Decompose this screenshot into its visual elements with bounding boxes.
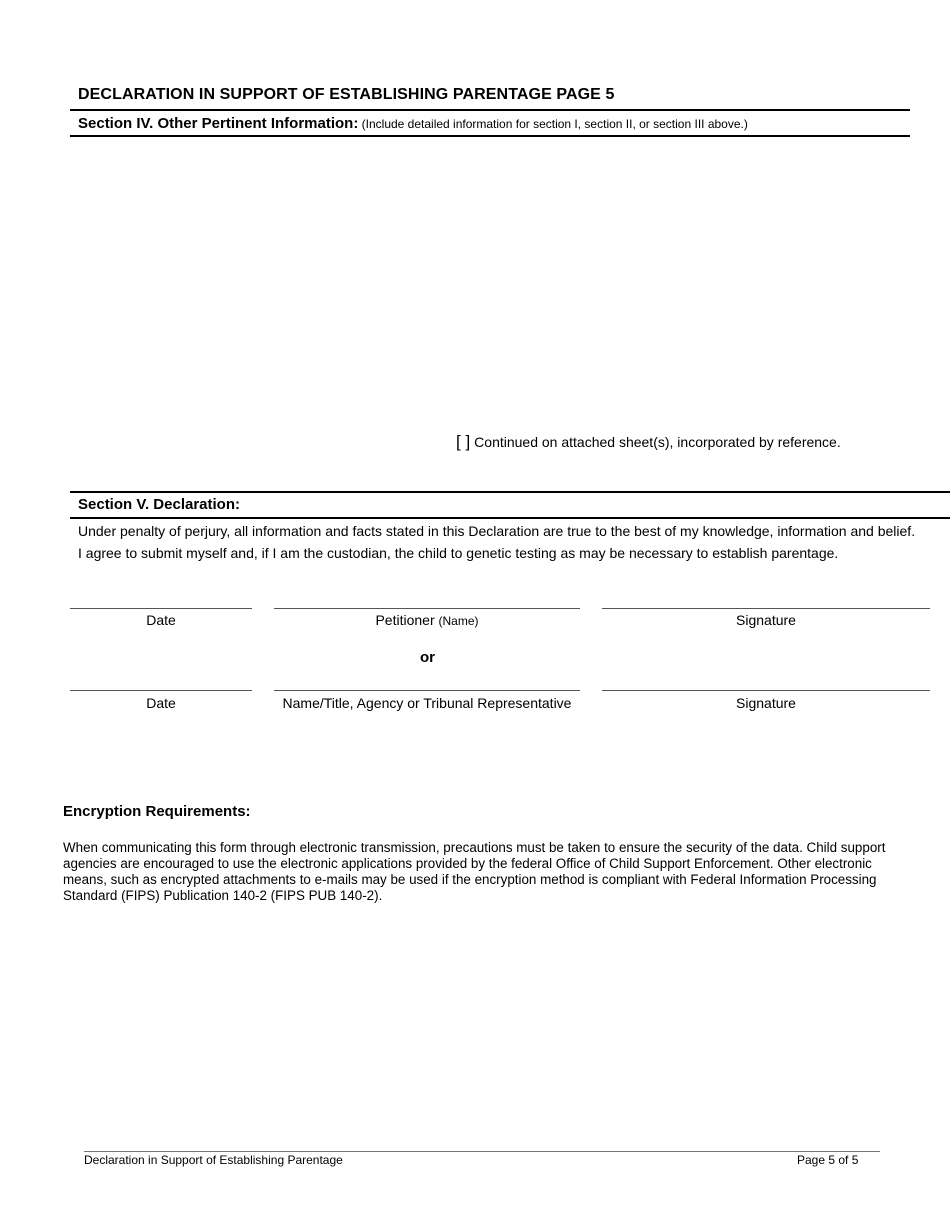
other-information-area[interactable] <box>70 140 910 425</box>
continued-sheets-option <box>456 432 841 452</box>
petitioner-line[interactable] <box>274 608 580 609</box>
petitioner-label-note: (Name) <box>438 614 479 628</box>
date-line-1[interactable] <box>70 608 252 609</box>
continued-checkbox[interactable]: [ ] <box>456 432 471 451</box>
section-v-heading: Section V. Declaration: <box>78 496 240 513</box>
petitioner-label-text: Petitioner <box>375 612 435 628</box>
encryption-heading: Encryption Requirements: <box>63 803 251 820</box>
section-iv-note: (Include detailed information for section I, section II, or section III above.) <box>358 117 748 131</box>
encryption-body: When communicating this form through electronic transmission, precautions must be taken to ensure the security of the data. Child support agencies are encouraged to use the electronic applications provided by the federal Office of Child Support Enforcement. Other electronic means, such as encrypted attachments to e-mails may be used if the encryption method is compliant with Federal Information Processing Standard (FIPS) Publication 140-2 (FIPS PUB 140-2). <box>63 840 886 903</box>
or-separator: or <box>420 649 435 666</box>
section-iv-title: Section IV. Other Pertinent Information: <box>78 115 359 132</box>
footer-rule <box>84 1151 880 1152</box>
section-iv-rule <box>70 135 910 137</box>
page-title: DECLARATION IN SUPPORT OF ESTABLISHING PARENTAGE PAGE 5 <box>78 86 615 103</box>
date-label-2: Date <box>146 695 176 711</box>
footer-page-number: Page 5 of 5 <box>797 1153 859 1167</box>
signature-label-1: Signature <box>736 612 796 628</box>
section-v-bottom-rule <box>70 517 950 519</box>
section-v-top-rule <box>70 491 950 493</box>
section-iv-heading <box>78 115 748 132</box>
signature-label-2: Signature <box>736 695 796 711</box>
continued-label: Continued on attached sheet(s), incorporated by reference. <box>474 434 841 450</box>
petitioner-label <box>274 612 580 628</box>
declaration-line-2: I agree to submit myself and, if I am the custodian, the child to genetic testing as may be necessary to establish parentage. <box>78 545 839 561</box>
date-line-2[interactable] <box>70 690 252 691</box>
signature-line-2[interactable] <box>602 690 930 691</box>
declaration-line-1: Under penalty of perjury, all information and facts stated in this Declaration are true to the best of my knowledge, information and belief. <box>78 523 916 539</box>
signature-line-1[interactable] <box>602 608 930 609</box>
date-label-1: Date <box>146 612 176 628</box>
representative-line[interactable] <box>274 690 580 691</box>
footer-document-title: Declaration in Support of Establishing Parentage <box>84 1153 343 1167</box>
title-rule <box>70 109 910 111</box>
representative-label: Name/Title, Agency or Tribunal Representative <box>282 695 572 711</box>
